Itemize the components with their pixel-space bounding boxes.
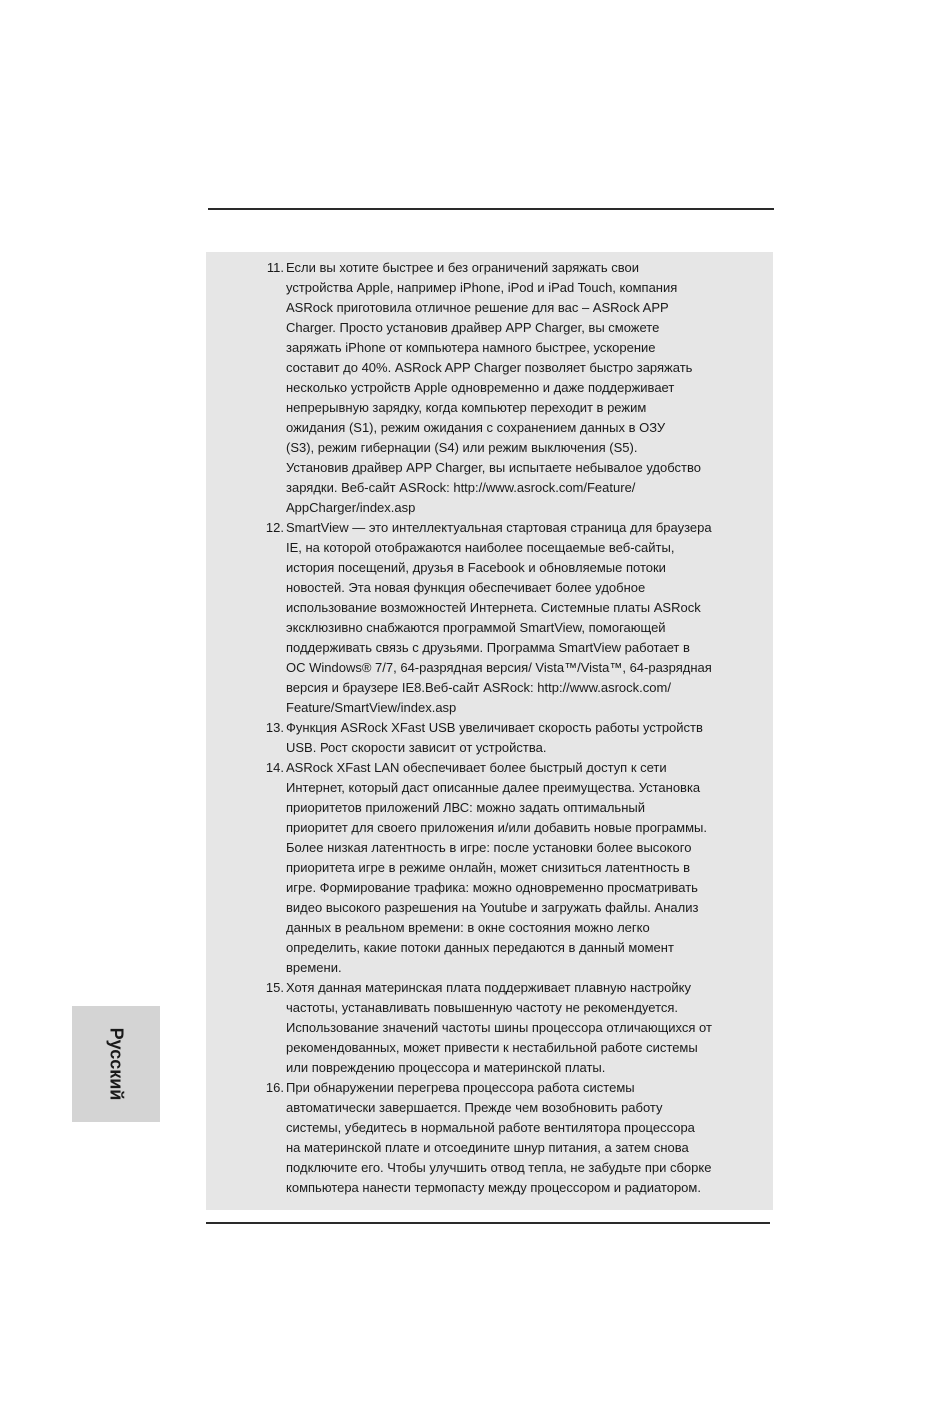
text-line: на материнской плате и отсоедините шнур питания, а затем снова bbox=[286, 1140, 689, 1155]
text-line: Хотя данная материнская плата поддерживает плавную настройку bbox=[286, 980, 691, 995]
text-line: новостей. Эта новая функция обеспечивает более удобное bbox=[286, 580, 646, 595]
text-line: (S3), режим гибернации (S4) или режим выключения (S5). bbox=[286, 440, 638, 455]
text-line: USB. Рост скорости зависит от устройства. bbox=[286, 740, 547, 755]
text-line: Интернет, который даст описанные далее преимущества. Установка bbox=[286, 780, 701, 795]
text-line: устройства Apple, например iPhone, iPod и iPad Touch, компания bbox=[286, 280, 678, 295]
text-line: игре. Формирование трафика: можно одновременно просматривать bbox=[286, 880, 698, 895]
text-line: Более низкая латентность в игре: после установки более высокого bbox=[286, 840, 692, 855]
text-line: компьютера нанести термопасту между процессором и радиатором. bbox=[286, 1180, 701, 1195]
text-line: составит до 40%. ASRock APP Charger позволяет быстро заряжать bbox=[286, 360, 693, 375]
list-item-text bbox=[286, 518, 768, 718]
list-item-number: 15. bbox=[265, 980, 284, 995]
text-line: автоматически завершается. Прежде чем возобновить работу bbox=[286, 1100, 663, 1115]
text-line: SmartView — это интеллектуальная стартовая страница для браузера bbox=[286, 520, 712, 535]
footer-rule bbox=[206, 1222, 770, 1224]
text-line: Feature/SmartView/index.asp bbox=[286, 700, 457, 715]
list-item-number: 16. bbox=[265, 1080, 284, 1095]
text-line: версия и браузере IE8.Веб-сайт ASRock: http://www.asrock.com/ bbox=[286, 680, 671, 695]
text-line: системы, убедитесь в нормальной работе вентилятора процессора bbox=[286, 1120, 695, 1135]
text-line: зарядки. Веб-сайт ASRock: http://www.asrock.com/Feature/ bbox=[286, 480, 636, 495]
text-line: Если вы хотите быстрее и без ограничений заряжать свои bbox=[286, 260, 639, 275]
text-line: определить, какие потоки данных передаются в данный момент bbox=[286, 940, 674, 955]
content-panel bbox=[206, 252, 773, 1210]
text-line: рекомендованных, может привести к нестабильной работе системы bbox=[286, 1040, 698, 1055]
text-line: Использование значений частоты шины процессора отличающихся от bbox=[286, 1020, 712, 1035]
list-item-text bbox=[286, 758, 768, 978]
language-label: Русский bbox=[106, 1027, 127, 1101]
list-item-text bbox=[286, 978, 768, 1078]
header-rule bbox=[208, 208, 774, 210]
text-line: При обнаружении перегрева процессора работа системы bbox=[286, 1080, 635, 1095]
text-line: несколько устройств Apple одновременно и даже поддерживает bbox=[286, 380, 675, 395]
text-line: приоритет для своего приложения и/или добавить новые программы. bbox=[286, 820, 707, 835]
text-line: данных в реальном времени: в окне состояния можно легко bbox=[286, 920, 650, 935]
text-line: видео высокого разрешения на Youtube и загружать файлы. Анализ bbox=[286, 900, 699, 915]
text-line: частоты, устанавливать повышенную частоту не рекомендуется. bbox=[286, 1000, 679, 1015]
text-line: Функция ASRock XFast USB увеличивает скорость работы устройств bbox=[286, 720, 703, 735]
text-line: Charger. Просто установив драйвер APP Charger, вы сможете bbox=[286, 320, 660, 335]
text-line: времени. bbox=[286, 960, 342, 975]
text-line: приоритетов приложений ЛВС: можно задать оптимальный bbox=[286, 800, 645, 815]
text-line: история посещений, друзья в Facebook и обновляемые потоки bbox=[286, 560, 666, 575]
text-line: ОС Windows® 7/7, 64-разрядная версия/ Vista™/Vista™, 64-разрядная bbox=[286, 660, 712, 675]
text-line: Установив драйвер APP Charger, вы испытаете небывалое удобство bbox=[286, 460, 701, 475]
text-line: эксклюзивно снабжаются программой SmartView, помогающей bbox=[286, 620, 666, 635]
text-line: IE, на которой отображаются наиболее посещаемые веб-сайты, bbox=[286, 540, 675, 555]
list-item-text bbox=[286, 258, 768, 518]
text-line: непрерывную зарядку, когда компьютер переходит в режим bbox=[286, 400, 647, 415]
text-line: использование возможностей Интернета. Системные платы ASRock bbox=[286, 600, 701, 615]
list-item-number: 11. bbox=[266, 260, 284, 275]
text-line: приоритета игре в режиме онлайн, может снизиться латентность в bbox=[286, 860, 691, 875]
text-line: поддерживать связь с друзьями. Программа SmartView работает в bbox=[286, 640, 690, 655]
text-line: ASRock приготовила отличное решение для вас – ASRock APP bbox=[286, 300, 669, 315]
text-line: подключите его. Чтобы улучшить отвод тепла, не забудьте при сборке bbox=[286, 1160, 712, 1175]
list-item-number: 12. bbox=[265, 520, 284, 535]
text-line: ожидания (S1), режим ожидания с сохранением данных в ОЗУ bbox=[286, 420, 666, 435]
text-line: ASRock XFast LAN обеспечивает более быстрый доступ к сети bbox=[286, 760, 667, 775]
list-item-text bbox=[286, 718, 768, 758]
text-line: заряжать iPhone от компьютера намного быстрее, ускорение bbox=[286, 340, 656, 355]
list-item-number: 13. bbox=[265, 720, 284, 735]
list-item-number: 14. bbox=[265, 760, 284, 775]
language-side-tab bbox=[72, 1006, 160, 1122]
list-item-text bbox=[286, 1078, 768, 1198]
text-line: AppCharger/index.asp bbox=[286, 500, 416, 515]
text-line: или повреждению процессора и материнской платы. bbox=[286, 1060, 606, 1075]
